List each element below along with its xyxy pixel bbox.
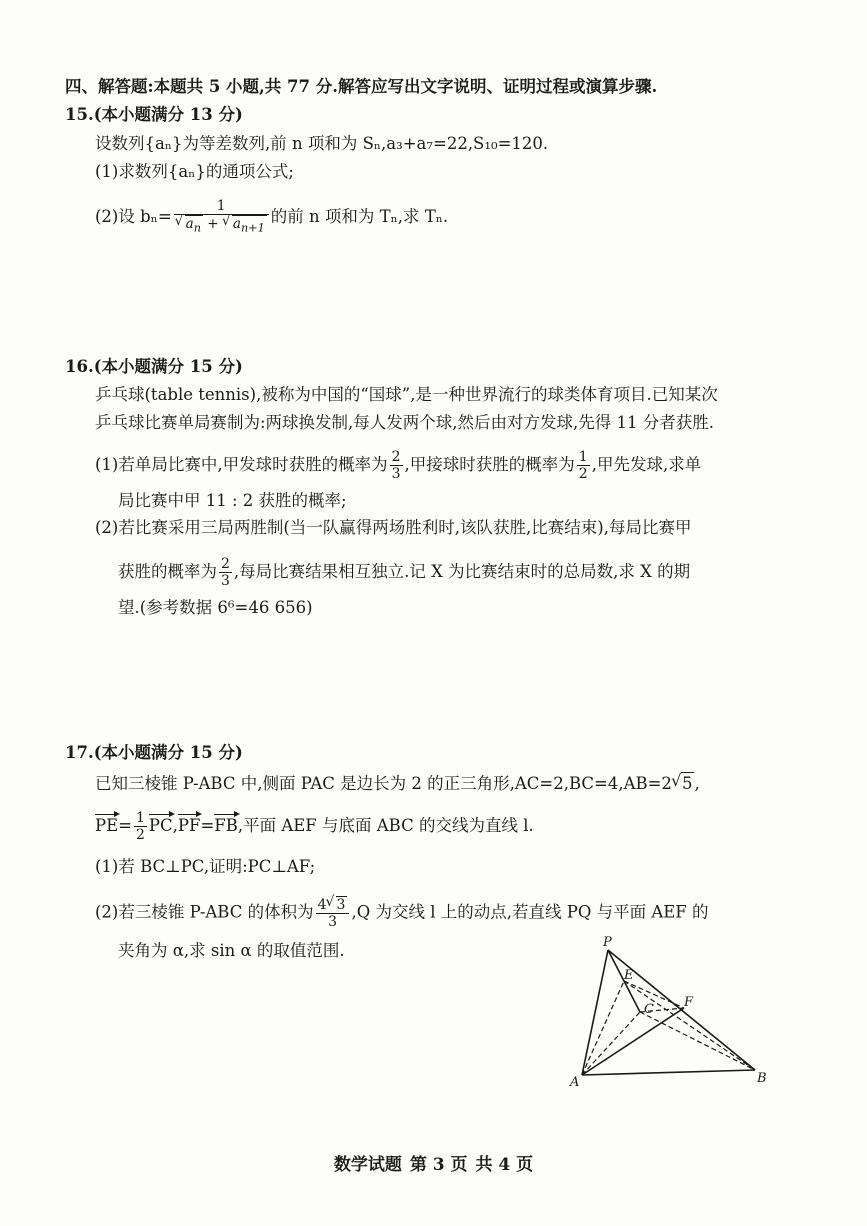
q16-part2-line2: 获胜的概率为 $\frac{2}{3}$ ,每局比赛结果相互独立.记 X 为比赛结束时的总局数,求 X 的期 [118, 556, 691, 589]
section-header: 四、解答题:本题共 5 小题,共 77 分.解答应写出文字说明、证明过程或演算步骤. [65, 77, 658, 96]
q16-line1: 乒乓球(table tennis),被称为中国的“国球”,是一种世界流行的球类体育项目.已知某次 [95, 385, 718, 404]
q15-number: 15. [65, 105, 94, 124]
page-footer [0, 1150, 867, 1175]
footer-page: 第 3 页 [409, 1155, 468, 1175]
q17-line1: 已知三棱锥 P-ABC 中,侧面 PAC 是边长为 2 的正三角形,AC=2,BC=4,AB=2√ 5 , [95, 772, 700, 795]
q17-part2-line1: (2)若三棱锥 P-ABC 的体积为 $\frac{4√ 3}{3}$ ,Q 为交线 l 上的动点,若直线 PQ 与平面 AEF 的 [95, 896, 709, 930]
q16-part1-line2: 局比赛中甲 11 : 2 获胜的概率; [118, 491, 347, 510]
label-a: A [570, 1075, 580, 1090]
footer-subject: 数学试题 [333, 1155, 402, 1175]
edge-ab [582, 1070, 755, 1075]
footer-total: 共 4 页 [475, 1155, 534, 1175]
label-c: C [644, 1002, 654, 1017]
vector-pf: PF [177, 816, 201, 835]
q15-part1: (1)求数列{aₙ}的通项公式; [95, 162, 294, 181]
q17-line2: PE= $\frac{1}{2}$ PC,PF=FB,平面 AEF 与底面 ABC 的交线为直线 l. [95, 810, 534, 843]
q16-part1: (1)若单局比赛中,甲发球时获胜的概率为 $\frac{2}{3}$ ,甲接球时获胜的概率为 $\frac{1}{2}$ ,甲先发球,求单 [95, 449, 702, 482]
q15-stem: 设数列{aₙ}为等差数列,前 n 项和为 Sₙ,a₃+a₇=22,S₁₀=120. [95, 134, 549, 153]
vector-pc: PC [148, 816, 173, 835]
vector-fb: FB [214, 816, 238, 835]
q16-number: 16. [65, 357, 94, 376]
label-f: F [684, 995, 694, 1010]
q17-part2-line2: 夹角为 α,求 sin α 的取值范围. [118, 941, 345, 960]
edge-pa [582, 950, 608, 1075]
label-e: E [624, 968, 634, 983]
label-p: P [603, 935, 612, 950]
q17-number: 17. [65, 743, 94, 762]
edge-cb [640, 1012, 755, 1070]
q17-score: (本小题满分 15 分) [93, 743, 243, 762]
q16-part2-line1: (2)若比赛采用三局两胜制(当一队赢得两场胜利时,该队获胜,比赛结束),每局比赛甲 [95, 518, 692, 537]
label-b: B [757, 1071, 767, 1086]
tetrahedron-figure [560, 930, 780, 1090]
q15-part2: (2)设 bₙ= 1 √ $a_n$ + √ $a_{n+1}$ 的前 n 项和为 Tₙ,求 Tₙ. [95, 198, 448, 237]
q15-score: (本小题满分 13 分) [93, 105, 243, 124]
q16-score: (本小题满分 15 分) [93, 357, 243, 376]
q16-line2: 乒乓球比赛单局赛制为:两球换发制,每人发两个球,然后由对方发球,先得 11 分者获胜. [95, 413, 715, 432]
vector-pe: PE [95, 816, 119, 835]
q17-part1: (1)若 BC⊥PC,证明:PC⊥AF; [95, 857, 316, 876]
q15-fraction: 1 √ $a_n$ + √ $a_{n+1}$ [174, 198, 269, 237]
q16-part2-line3: 望.(参考数据 6⁶=46 656) [118, 598, 313, 617]
